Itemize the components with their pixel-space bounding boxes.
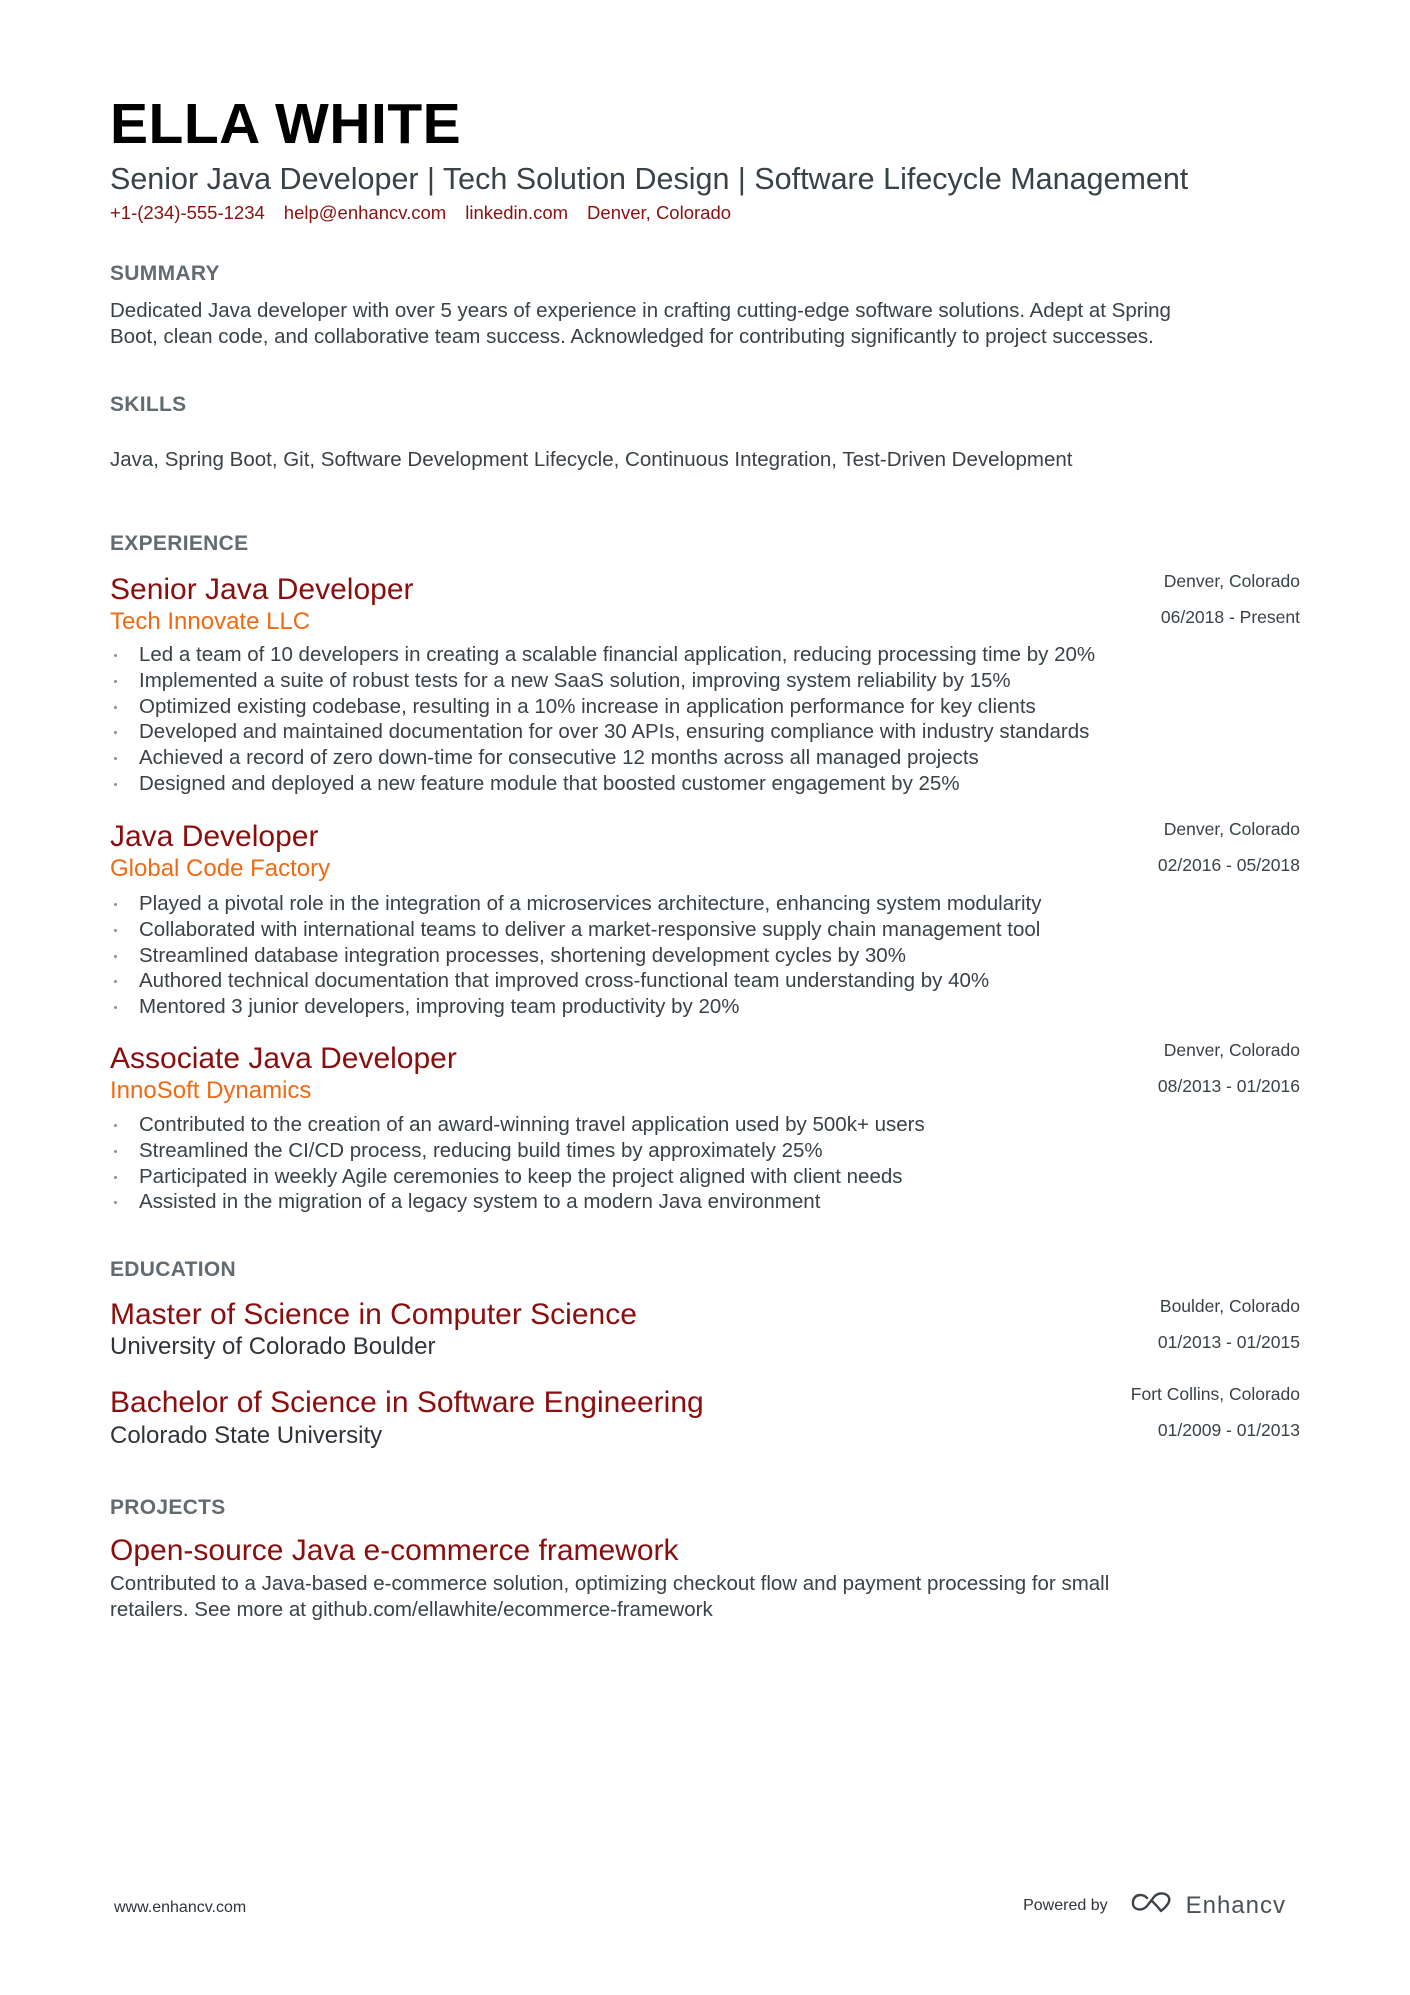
project-line: retailers. See more at github.com/ellawhite/ecommerce-framework [110,1597,713,1621]
section-title-summary: SUMMARY [110,262,220,285]
job-dates: 02/2016 - 05/2018 [1157,855,1300,875]
job-bullets [110,642,1095,797]
job-bullets [110,1112,925,1215]
job-title: Java Developer [110,820,319,853]
education-dates: 01/2009 - 01/2013 [1157,1420,1300,1440]
bullet-item: Streamlined database integration processes, shortening development cycles by 30% [110,943,1041,969]
education-dates: 01/2013 - 01/2015 [1157,1332,1300,1352]
section-title-projects: PROJECTS [110,1496,226,1519]
degree-title: Bachelor of Science in Software Engineering [110,1386,704,1419]
enhancv-brand[interactable] [1130,1891,1286,1920]
bullet-item: Achieved a record of zero down-time for consecutive 12 months across all managed projects [110,745,1095,771]
school-name: University of Colorado Boulder [110,1333,436,1360]
job-location: Denver, Colorado [1163,819,1300,839]
job-company: Global Code Factory [110,855,331,882]
bullet-item: Authored technical documentation that improved cross-functional team understanding by 40% [110,968,1041,994]
education-location: Boulder, Colorado [1159,1296,1300,1316]
bullet-item: Contributed to the creation of an award-winning travel application used by 500k+ users [110,1112,925,1138]
contact-bar [110,204,731,223]
footer-website-link[interactable]: www.enhancv.com [114,1899,247,1916]
project-title: Open-source Java e-commerce framework [110,1534,679,1567]
email-link[interactable]: help@enhancv.com [283,202,447,223]
footer-branding [1023,1891,1286,1920]
location-text: Denver, Colorado [587,202,732,223]
bullet-item: Developed and maintained documentation for over 30 APIs, ensuring compliance with industry standards [110,719,1095,745]
section-title-education: EDUCATION [110,1258,236,1281]
bullet-item: Participated in weekly Agile ceremonies to keep the project aligned with client needs [110,1164,925,1190]
candidate-title: Senior Java Developer | Tech Solution Design | Software Lifecycle Management [110,162,1189,196]
job-location: Denver, Colorado [1163,571,1300,591]
bullet-item: Optimized existing codebase, resulting in a 10% increase in application performance for key clients [110,694,1095,720]
job-dates: 08/2013 - 01/2016 [1157,1076,1300,1096]
job-company: InnoSoft Dynamics [110,1077,312,1104]
summary-text [110,298,1171,350]
education-location: Fort Collins, Colorado [1130,1384,1300,1404]
bullet-item: Led a team of 10 developers in creating a scalable financial application, reducing processing time by 20% [110,642,1095,668]
bullet-item: Implemented a suite of robust tests for a new SaaS solution, improving system reliability by 15% [110,668,1095,694]
job-location: Denver, Colorado [1163,1040,1300,1060]
bullet-item: Assisted in the migration of a legacy system to a modern Java environment [110,1189,925,1215]
bullet-item: Played a pivotal role in the integration of a microservices architecture, enhancing system modularity [110,891,1041,917]
summary-line: Dedicated Java developer with over 5 years of experience in crafting cutting-edge software solutions. Adept at Spring [110,299,1171,322]
project-line: Contributed to a Java-based e-commerce solution, optimizing checkout flow and payment processing for small [110,1572,1110,1595]
brand-name: Enhancv [1185,1891,1286,1919]
section-title-skills: SKILLS [110,393,187,416]
job-title: Associate Java Developer [110,1042,457,1075]
summary-line: Boot, clean code, and collaborative team success. Acknowledged for contributing significantly to project successes. [110,324,1154,348]
enhancv-logo-icon [1130,1891,1176,1920]
job-company: Tech Innovate LLC [110,608,311,635]
job-bullets [110,891,1041,1020]
bullet-item: Mentored 3 junior developers, improving team productivity by 20% [110,994,1041,1020]
project-description [110,1571,1109,1623]
degree-title: Master of Science in Computer Science [110,1298,637,1331]
job-dates: 06/2018 - Present [1160,607,1300,627]
skills-text: Java, Spring Boot, Git, Software Development Lifecycle, Continuous Integration, Test-Driven Development [110,448,1073,471]
candidate-name: ELLA WHITE [110,92,462,156]
bullet-item: Designed and deployed a new feature module that boosted customer engagement by 25% [110,771,1095,797]
powered-by-label: Powered by [1023,1896,1108,1914]
bullet-item: Streamlined the CI/CD process, reducing build times by approximately 25% [110,1138,925,1164]
bullet-item: Collaborated with international teams to deliver a market-responsive supply chain management tool [110,917,1041,943]
phone-link[interactable]: +1-(234)-555-1234 [110,202,265,223]
job-title: Senior Java Developer [110,573,414,606]
school-name: Colorado State University [110,1422,383,1449]
linkedin-link[interactable]: linkedin.com [465,202,569,223]
section-title-experience: EXPERIENCE [110,532,249,555]
